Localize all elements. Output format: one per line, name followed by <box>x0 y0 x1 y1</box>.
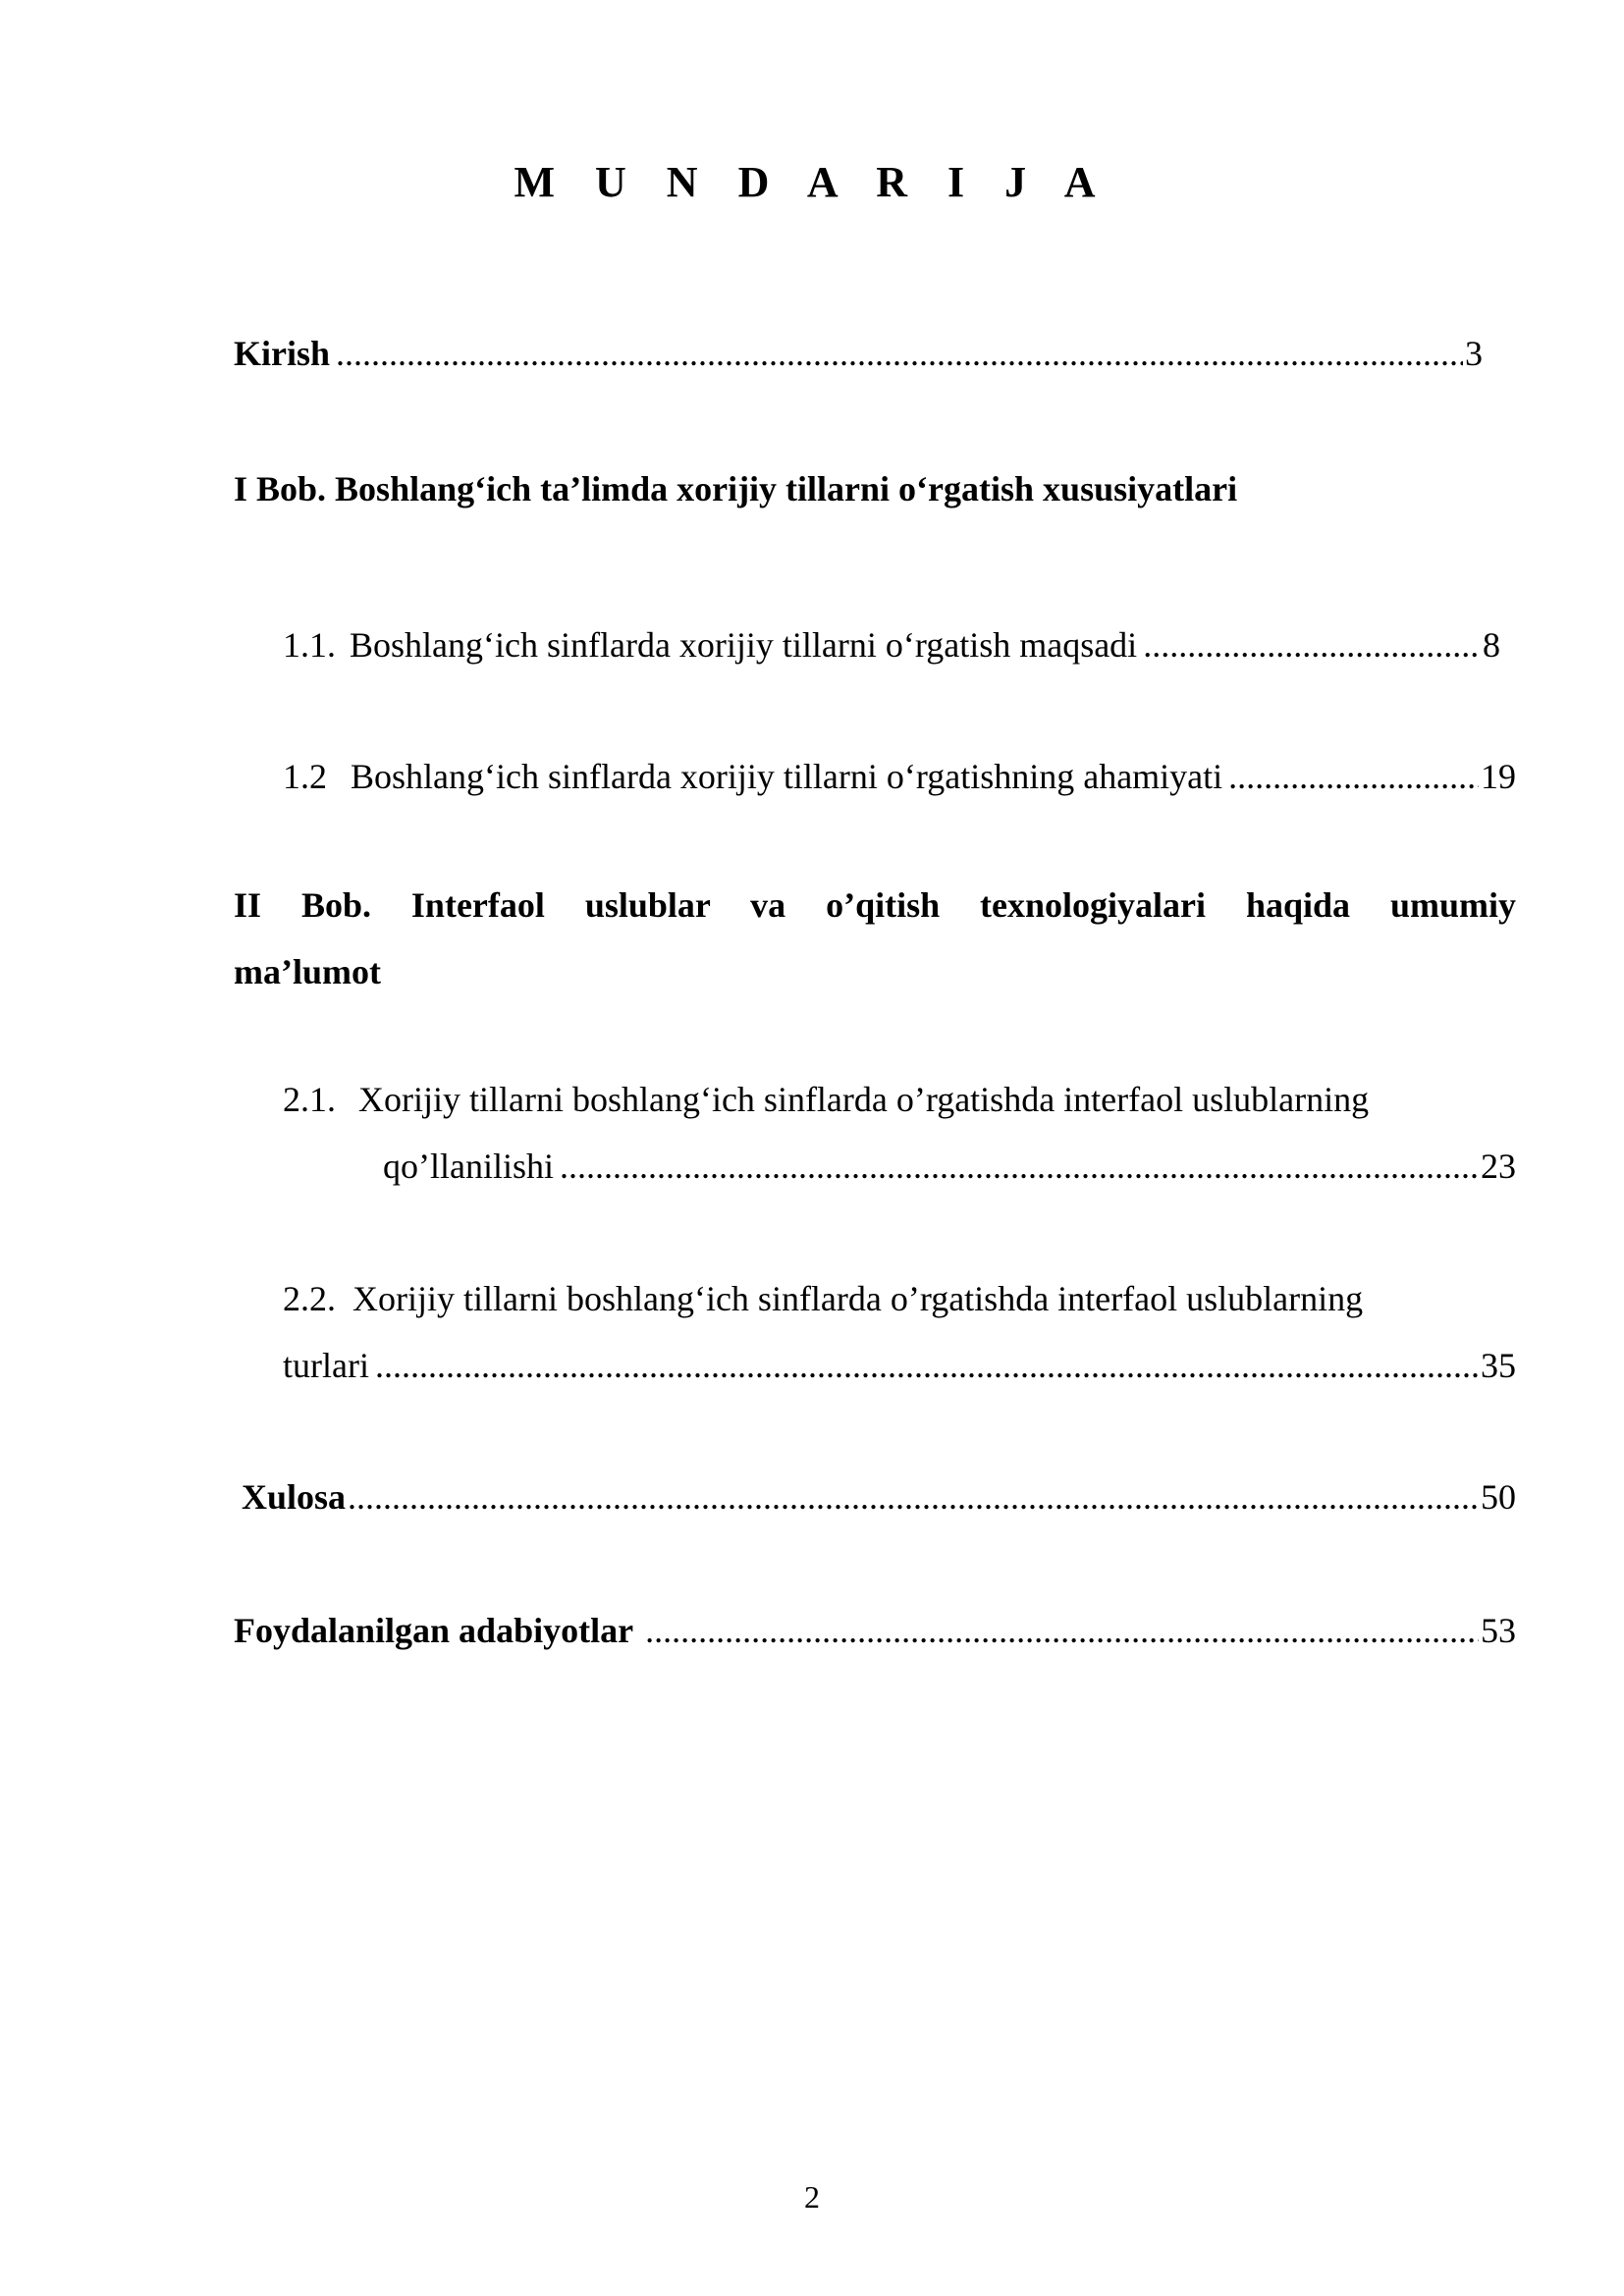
toc-page-number: 35 <box>1481 1346 1516 1385</box>
dot-leader <box>336 330 1463 377</box>
dot-leader <box>348 1473 1479 1521</box>
chapter-2-label-line1: II Bob. Interfaol uslublar va o’qitish texnologiyalari haqida umumiy <box>234 885 1516 925</box>
toc-entry-label: Foydalanilgan adabiyotlar <box>234 1611 634 1650</box>
chapter-2-label-line2: ma’lumot <box>234 952 381 991</box>
toc-page-number: 19 <box>1481 757 1516 796</box>
toc-entry-label: Kirish <box>234 334 331 373</box>
chapter-1-label: I Bob. Boshlang‘ich ta’limda xorijiy tillarni o‘rgatish xususiyatlari <box>234 469 1238 508</box>
page-title: M U N D A R I J A <box>514 158 1110 206</box>
toc-entry-2-2-line1 <box>283 1275 1363 1322</box>
dot-leader <box>1143 621 1481 668</box>
toc-entry-2-1-line2 <box>383 1143 1516 1190</box>
toc-page-number: 50 <box>1481 1477 1516 1517</box>
section-number: 1.1. <box>283 625 336 665</box>
toc-entry-1-1 <box>283 621 1500 668</box>
toc-entry-label-line2: qo’llanilishi <box>383 1147 554 1186</box>
section-number: 1.2 <box>283 757 327 796</box>
toc-page-number: 23 <box>1481 1147 1516 1186</box>
toc-page-number: 8 <box>1483 625 1500 665</box>
toc-entry-adabiyotlar <box>234 1607 1516 1654</box>
toc-entry-label: Xulosa <box>242 1477 347 1517</box>
dot-leader <box>560 1143 1479 1190</box>
dot-leader <box>1228 753 1479 800</box>
toc-page-number: 53 <box>1481 1611 1516 1650</box>
toc-page-number: 3 <box>1465 334 1483 373</box>
toc-entry-label-line1: Xorijiy tillarni boshlang‘ich sinflarda o’rgatishda interfaol uslublarning <box>358 1080 1370 1119</box>
page-number: 2 <box>804 2179 820 2215</box>
toc-entry-2-2-line2 <box>283 1342 1516 1389</box>
toc-entry-xulosa <box>242 1473 1516 1521</box>
toc-entry-label-line2: turlari <box>283 1346 369 1385</box>
chapter-1-heading <box>234 465 1516 512</box>
toc-entry-label-line1: Xorijiy tillarni boshlang‘ich sinflarda o’rgatishda interfaol uslublarning <box>352 1279 1364 1318</box>
toc-entry-1-2 <box>283 753 1516 800</box>
toc-entry-kirish <box>234 330 1483 377</box>
dot-leader <box>375 1342 1479 1389</box>
section-number: 2.1. <box>283 1080 336 1119</box>
toc-entry-label: Boshlang‘ich sinflarda xorijiy tillarni o‘rgatish maqsadi <box>350 625 1138 665</box>
chapter-2-heading <box>234 881 1516 995</box>
section-number: 2.2. <box>283 1279 336 1318</box>
toc-entry-2-1-line1 <box>283 1076 1369 1123</box>
toc-entry-label: Boshlang‘ich sinflarda xorijiy tillarni o‘rgatishning ahamiyati <box>351 757 1223 796</box>
dot-leader <box>645 1607 1479 1654</box>
